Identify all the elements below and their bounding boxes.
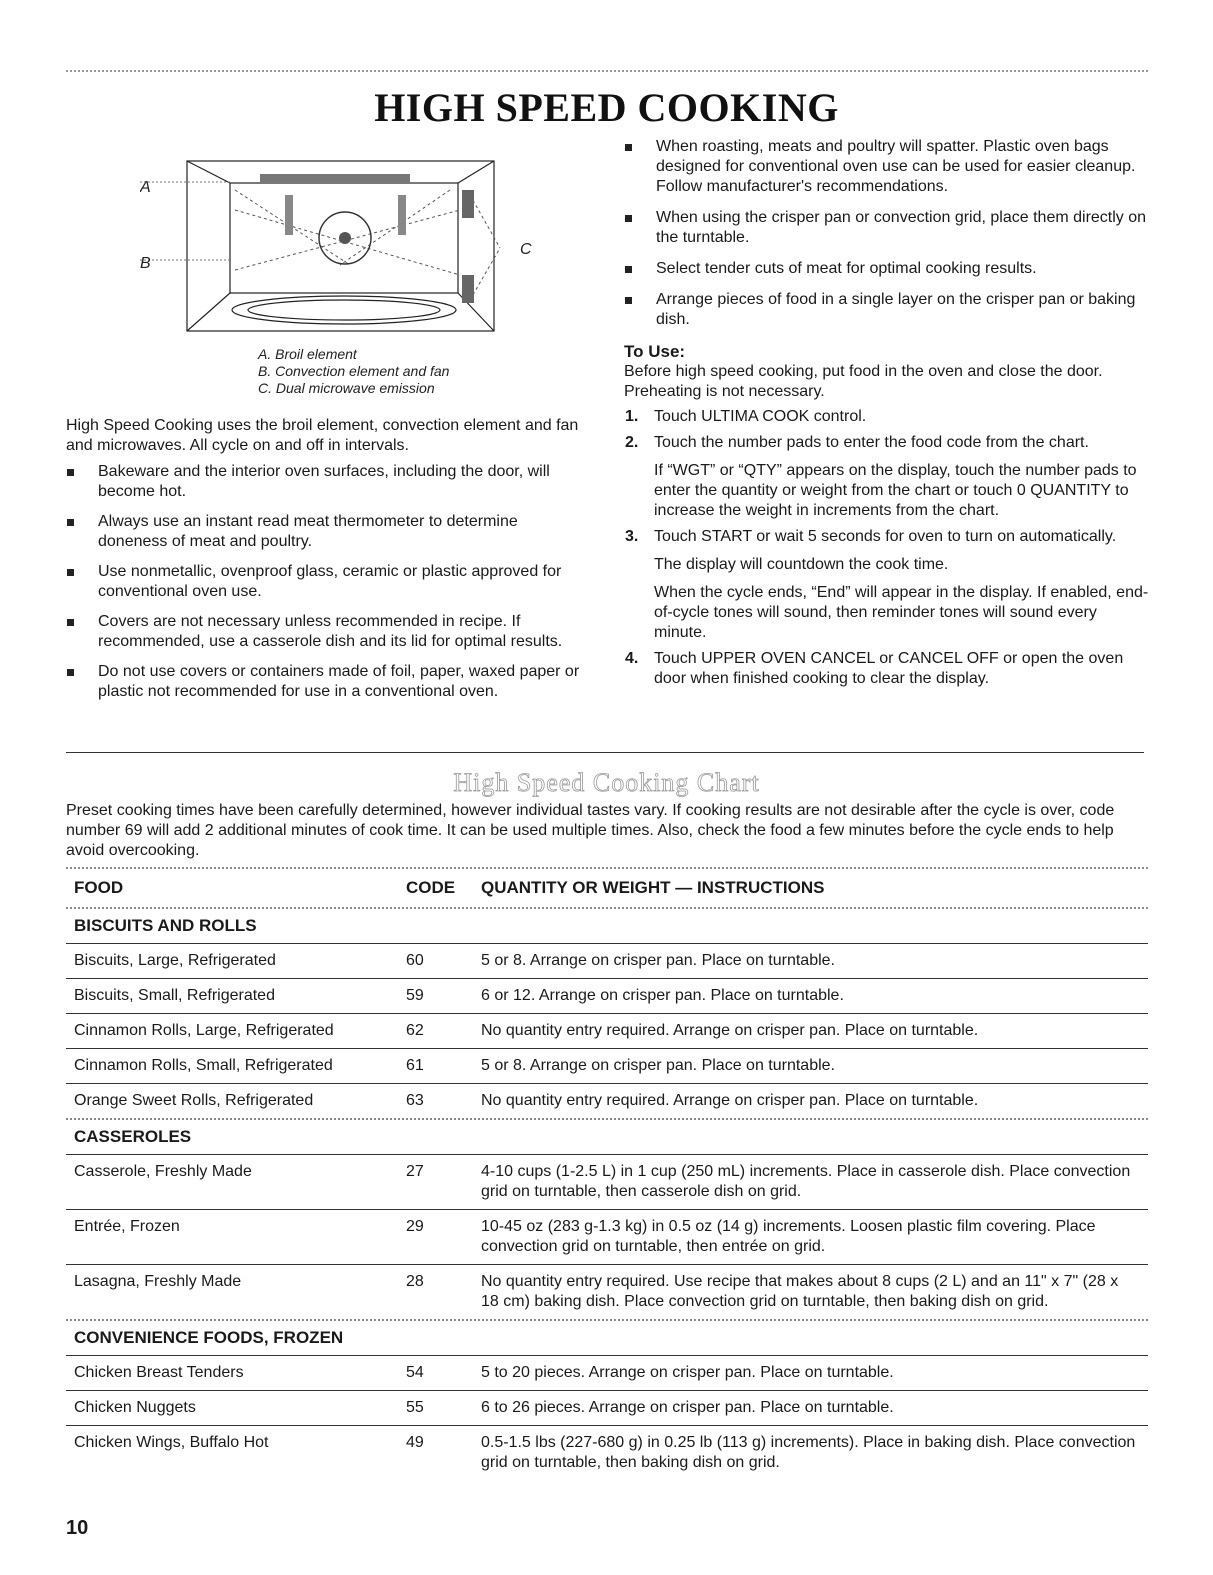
page-number: 10 — [66, 1517, 89, 1539]
bullet-square-icon — [625, 144, 632, 151]
list-item: Covers are not necessary unless recommended in recipe. If recommended, use a casserole dish and its lid for optimal results. — [66, 612, 586, 652]
list-item: Use nonmetallic, ovenproof glass, ceramic or plastic approved for conventional oven use. — [66, 562, 586, 602]
bullet-square-icon — [625, 297, 632, 304]
table-row: Biscuits, Small, Refrigerated 59 6 or 12. Arrange on crisper pan. Place on turntable. — [74, 987, 844, 1004]
table-row: Chicken Breast Tenders 54 5 to 20 pieces. Arrange on crisper pan. Place on turntable. — [74, 1364, 894, 1381]
chart-title: High Speed Cooking Chart — [453, 768, 760, 797]
step-1: 1. Touch ULTIMA COOK control. — [625, 408, 867, 425]
bullet-square-icon — [625, 215, 632, 222]
oven-outer-frame — [187, 161, 494, 331]
label-a: A — [140, 179, 151, 196]
list-item: Arrange pieces of food in a single layer on the crisper pan or baking dish. — [624, 290, 1150, 330]
left-bullet-list — [66, 462, 586, 702]
section-heading: CONVENIENCE FOODS, FROZEN — [74, 1328, 344, 1347]
table-row: Cinnamon Rolls, Small, Refrigerated 61 5 or 8. Arrange on crisper pan. Place on turntable. — [74, 1057, 835, 1074]
bullet-square-icon — [67, 469, 74, 476]
diagram-captions — [258, 346, 449, 397]
table-row: Cinnamon Rolls, Large, Refrigerated 62 No quantity entry required. Arrange on crisper pan. Place on turntable. — [74, 1022, 979, 1039]
steps-list — [624, 407, 1150, 689]
table-row: Casserole, Freshly Made 27 4-10 cups (1-2.5 L) in 1 cup (250 mL) increments. Place in casserole dish. Place convection grid on turntable, then casserole dish on grid. — [74, 1163, 1131, 1200]
to-use-heading: To Use: — [624, 342, 686, 361]
table-row: Chicken Nuggets 55 6 to 26 pieces. Arrange on crisper pan. Place on turntable. — [74, 1399, 894, 1416]
right-bullet-list — [624, 137, 1150, 330]
page-title: HIGH SPEED COOKING — [374, 85, 839, 130]
bullet-square-icon — [67, 519, 74, 526]
table-row: Entrée, Frozen 29 10-45 oz (283 g-1.3 kg) in 0.5 oz (14 g) increments. Loosen plastic film covering. Place convection grid on turntable, then entrée on grid. — [74, 1218, 1096, 1255]
section-heading: CASSEROLES — [74, 1127, 192, 1146]
chart-intro: Preset cooking times have been carefully determined, however individual tastes vary. If cooking results are not desirable after the cycle is over, code number 69 will add 2 additional minutes of cook time. It can be used multiple times. Also, check the food a few minutes before the cycle ends to help avoid overcooking. — [66, 802, 1115, 859]
section-divider — [66, 752, 1144, 753]
caption-a: A. Broil element — [258, 346, 357, 362]
bullet-square-icon — [625, 266, 632, 273]
table-row: Orange Sweet Rolls, Refrigerated 63 No quantity entry required. Arrange on crisper pan. Place on turntable. — [74, 1092, 979, 1109]
right-column — [624, 137, 1150, 695]
section-heading: BISCUITS AND ROLLS — [74, 916, 257, 935]
bullet-square-icon — [67, 669, 74, 676]
header-instructions: QUANTITY OR WEIGHT — INSTRUCTIONS — [481, 878, 825, 897]
table-row: Biscuits, Large, Refrigerated 60 5 or 8. Arrange on crisper pan. Place on turntable. — [74, 952, 835, 969]
to-use-intro: Before high speed cooking, put food in the oven and close the door. Preheating is not necessary. — [624, 363, 1103, 400]
oven-diagram — [140, 150, 560, 340]
list-item: Always use an instant read meat thermometer to determine doneness of meat and poultry. — [66, 512, 586, 552]
top-dotted-rule — [66, 70, 1148, 72]
table-row: Chicken Wings, Buffalo Hot 49 0.5-1.5 lbs (227-680 g) in 0.25 lb (113 g) increments). Place in baking dish. Place convection grid on turntable, then baking dish on grid. — [74, 1434, 1136, 1471]
list-item: When using the crisper pan or convection grid, place them directly on the turntable. — [624, 208, 1150, 248]
caption-b: B. Convection element and fan — [258, 363, 450, 379]
list-item: Do not use covers or containers made of foil, paper, waxed paper or plastic not recommended for use in a conventional oven. — [66, 662, 586, 702]
left-intro: High Speed Cooking uses the broil element, convection element and fan and microwaves. All cycle on and off in intervals. — [66, 417, 579, 454]
list-item: When roasting, meats and poultry will spatter. Plastic oven bags designed for conventional oven use can be used for easier cleanup. Follow manufacturer's recommendations. — [624, 137, 1150, 197]
broil-element — [260, 174, 410, 182]
caption-c: C. Dual microwave emission — [258, 380, 435, 396]
list-item: Bakeware and the interior oven surfaces, including the door, will become hot. — [66, 462, 586, 502]
table-row: Lasagna, Freshly Made 28 No quantity entry required. Use recipe that makes about 8 cups (2 L) and an 11" x 7" (28 x 18 cm) baking dish. Place convection grid on turntable, then baking dish on grid. — [74, 1273, 1119, 1310]
step-2: 2. Touch the number pads to enter the food code from the chart. If “WGT” or “QTY” appears on the display, touch the number pads to enter the quantity or weight from the chart or touch 0 QUANTITY to increase the weight in increments from the chart. — [625, 434, 1137, 519]
table-header — [66, 869, 1148, 907]
left-column — [66, 416, 586, 712]
label-c: C — [520, 241, 532, 258]
cooking-chart-table — [66, 867, 1148, 1480]
step-3: 3. Touch START or wait 5 seconds for oven to turn on automatically. The display will countdown the cook time. When the cycle ends, “End” will appear in the display. If enabled, end-of-cycle tones will sound, then reminder tones will sound every minute. — [625, 528, 1149, 641]
header-food: FOOD — [74, 878, 124, 897]
step-4: 4. Touch UPPER OVEN CANCEL or CANCEL OFF or open the oven door when finished cooking to clear the display. — [625, 650, 1124, 687]
bullet-square-icon — [67, 619, 74, 626]
bullet-square-icon — [67, 569, 74, 576]
label-b: B — [140, 255, 151, 272]
header-code: CODE — [406, 878, 456, 897]
list-item: Select tender cuts of meat for optimal cooking results. — [624, 259, 1150, 279]
